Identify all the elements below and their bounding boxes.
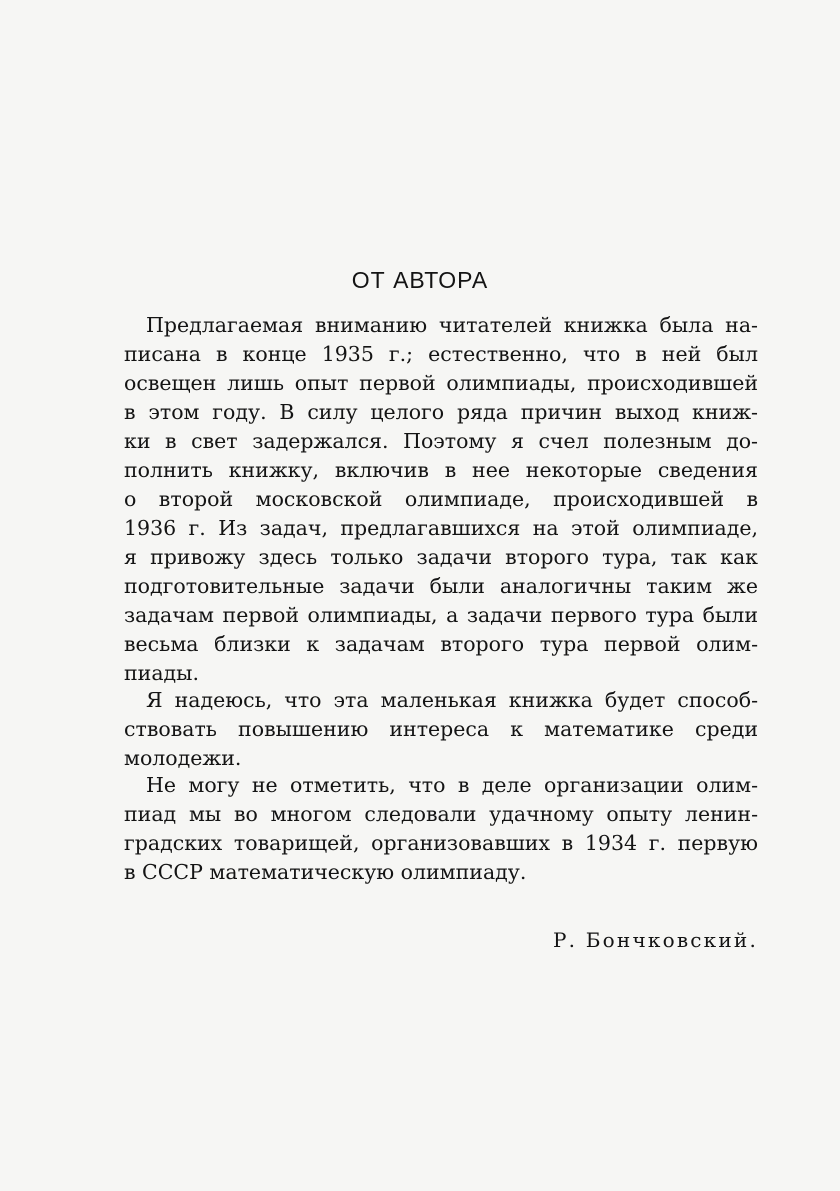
paragraph-1-line-4: в этом году. В силу целого ряда причин выход книж- bbox=[124, 400, 758, 424]
paragraph-3-line-4: в СССР математическую олимпиаду. bbox=[124, 860, 527, 884]
paragraph-3-line-2: пиад мы во многом следовали удачному опыту ленин- bbox=[124, 802, 758, 826]
paragraph-1-line-3: освещен лишь опыт первой олимпиады, происходившей bbox=[124, 371, 758, 395]
paragraph-2-line-2: ствовать повышению интереса к математике среди bbox=[124, 717, 758, 741]
paragraph-1-line-7: о второй московской олимпиаде, происходившей в bbox=[124, 487, 758, 511]
page-title: ОТ АВТОРА bbox=[351, 267, 489, 293]
paragraph-3-line-1: Не могу не отметить, что в деле организации олим- bbox=[146, 773, 758, 797]
paragraph-1-line-6: полнить книжку, включив в нее некоторые сведения bbox=[124, 458, 758, 482]
paragraph-1-line-11: задачам первой олимпиады, а задачи первого тура были bbox=[124, 603, 758, 627]
paragraph-1-line-8: 1936 г. Из задач, предлагавшихся на этой олимпиаде, bbox=[124, 516, 758, 540]
paragraph-1-line-13: пиады. bbox=[124, 661, 200, 685]
paragraph-2-line-1: Я надеюсь, что эта маленькая книжка будет способ- bbox=[146, 688, 758, 712]
paragraph-1-line-2: писана в конце 1935 г.; естественно, что в ней был bbox=[124, 342, 758, 366]
paragraph-1-line-5: ки в свет задержался. Поэтому я счел полезным до- bbox=[124, 429, 758, 453]
paragraph-1-line-10: подготовительные задачи были аналогичны таким же bbox=[124, 574, 758, 598]
paragraph-3-line-3: градских товарищей, организовавших в 1934 г. первую bbox=[124, 831, 758, 855]
paragraph-1-line-1: Предлагаемая вниманию читателей книжка была на- bbox=[146, 313, 758, 337]
paragraph-1-line-9: я привожу здесь только задачи второго тура, так как bbox=[124, 545, 758, 569]
paragraph-2-line-3: молодежи. bbox=[124, 746, 242, 770]
paragraph-1-line-12: весьма близки к задачам второго тура первой олим- bbox=[124, 632, 758, 656]
author-signature: Р. Бончковский. bbox=[553, 928, 758, 952]
